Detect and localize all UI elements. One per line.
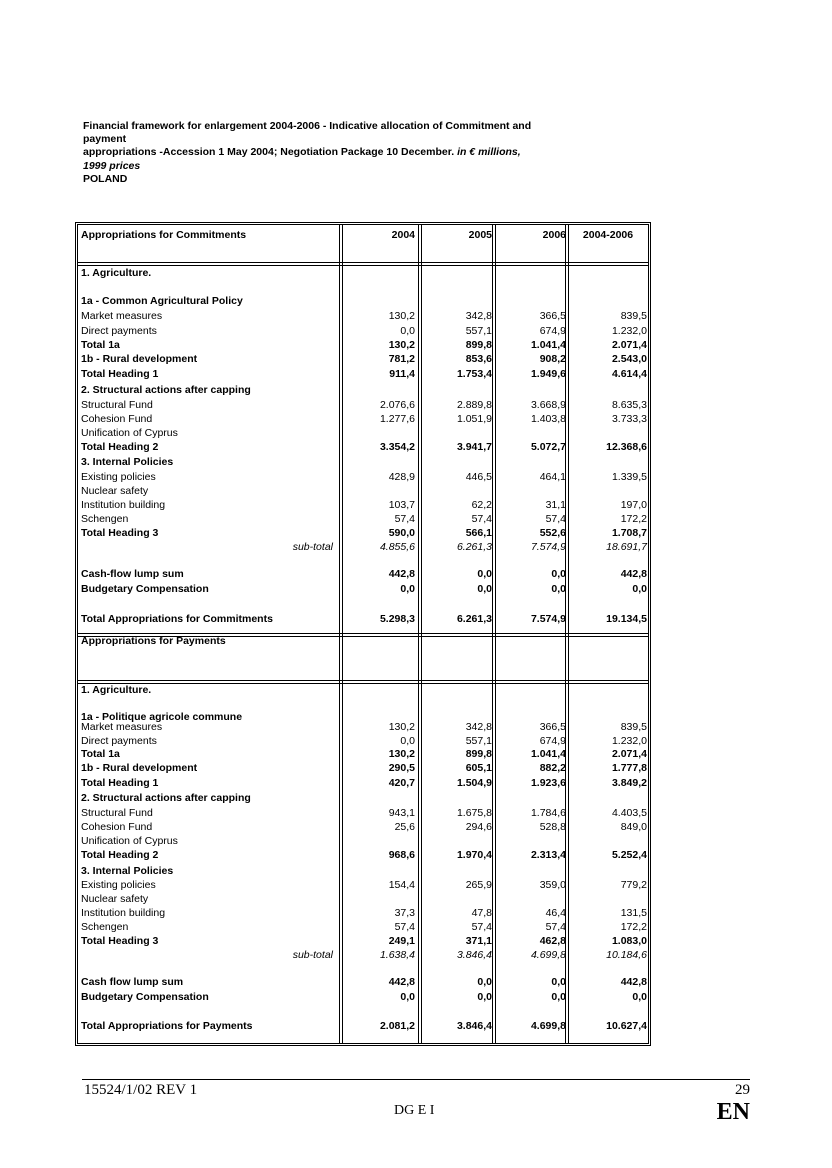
table-cell-value: 1.923,6 xyxy=(530,777,566,789)
table-cell-value: 3.941,7 xyxy=(456,441,492,453)
table-cell-value: 249,1 xyxy=(388,935,415,947)
table-cell-value: 0,0 xyxy=(400,583,415,595)
row-label: Total Heading 2 xyxy=(81,441,159,453)
table-cell-value: 10.184,6 xyxy=(606,949,647,961)
row-label: Nuclear safety xyxy=(81,485,149,497)
table-cell-value: 1.339,5 xyxy=(611,471,647,483)
table-cell-value: 2.076,6 xyxy=(379,399,415,411)
table-cell-value: 46,4 xyxy=(545,907,566,919)
table-cell-value: 420,7 xyxy=(388,777,415,789)
table-cell-value: 342,8 xyxy=(465,721,492,733)
table-cell-value: 899,8 xyxy=(465,339,492,351)
column-header: 2004-2006 xyxy=(582,229,634,241)
table-cell-value: 674,9 xyxy=(539,735,566,747)
table-cell-value: 442,8 xyxy=(620,976,647,988)
row-label: Total Heading 1 xyxy=(81,777,159,789)
table-cell-value: 0,0 xyxy=(551,991,566,1003)
row-label: Direct payments xyxy=(81,325,157,337)
table-cell-value: 911,4 xyxy=(389,368,415,380)
language-code: EN xyxy=(716,1099,750,1125)
row-divider xyxy=(78,680,648,684)
column-header: 2006 xyxy=(542,229,566,241)
row-label: sub-total xyxy=(292,949,333,961)
row-label: Total 1a xyxy=(81,748,120,760)
row-label: 3. Internal Policies xyxy=(81,456,174,468)
table-cell-value: 442,8 xyxy=(620,568,647,580)
title-line-1: Financial framework for enlargement 2004-2006 - Indicative allocation of Commitment and xyxy=(83,120,532,132)
financial-table xyxy=(75,222,651,1046)
table-cell-value: 8.635,3 xyxy=(611,399,647,411)
table-cell-value: 968,6 xyxy=(388,849,415,861)
table-cell-value: 130,2 xyxy=(388,721,415,733)
table-cell-value: 3.354,2 xyxy=(379,441,415,453)
table-cell-value: 57,4 xyxy=(394,513,415,525)
table-cell-value: 557,1 xyxy=(465,325,492,337)
table-cell-value: 290,5 xyxy=(388,762,415,774)
document-reference: 15524/1/02 REV 1 xyxy=(84,1082,198,1098)
row-label: 1. Agriculture. xyxy=(81,267,152,279)
table-cell-value: 62,2 xyxy=(471,499,492,511)
table-cell-value: 2.313,4 xyxy=(530,849,566,861)
table-cell-value: 1.232,0 xyxy=(611,325,647,337)
section-header: Appropriations for Commitments xyxy=(81,229,247,241)
row-label: Market measures xyxy=(81,721,163,733)
row-label: Cash-flow lump sum xyxy=(81,568,184,580)
table-cell-value: 442,8 xyxy=(388,976,415,988)
table-cell-value: 2.071,4 xyxy=(611,748,647,760)
table-cell-value: 1.675,8 xyxy=(456,807,492,819)
table-cell-value: 57,4 xyxy=(545,921,566,933)
table-cell-value: 130,2 xyxy=(388,310,415,322)
table-cell-value: 19.134,5 xyxy=(606,613,647,625)
table-cell-value: 1.504,9 xyxy=(456,777,492,789)
table-cell-value: 130,2 xyxy=(388,339,415,351)
row-label: 2. Structural actions after capping xyxy=(81,792,251,804)
row-label: Market measures xyxy=(81,310,163,322)
table-cell-value: 853,6 xyxy=(465,353,492,365)
table-cell-value: 265,9 xyxy=(465,879,492,891)
table-cell-value: 428,9 xyxy=(388,471,415,483)
table-cell-value: 366,5 xyxy=(539,721,566,733)
table-cell-value: 1.777,8 xyxy=(611,762,647,774)
table-cell-value: 0,0 xyxy=(400,325,415,337)
row-label: Schengen xyxy=(81,513,129,525)
table-cell-value: 1.041,4 xyxy=(530,339,566,351)
table-cell-value: 882,2 xyxy=(539,762,566,774)
row-label: Budgetary Compensation xyxy=(81,583,209,595)
table-cell-value: 943,1 xyxy=(388,807,415,819)
row-label: 1a - Common Agricultural Policy xyxy=(81,295,243,307)
table-cell-value: 131,5 xyxy=(620,907,647,919)
row-label: Total Heading 1 xyxy=(81,368,159,380)
table-cell-value: 0,0 xyxy=(400,735,415,747)
document-title xyxy=(83,120,583,186)
column-header: 2004 xyxy=(391,229,415,241)
table-cell-value: 4.614,4 xyxy=(611,368,647,380)
table-cell-value: 528,8 xyxy=(539,821,566,833)
row-label: Total 1a xyxy=(81,339,120,351)
row-label: Institution building xyxy=(81,499,166,511)
table-cell-value: 5.298,3 xyxy=(379,613,415,625)
row-label: Total Appropriations for Payments xyxy=(81,1020,253,1032)
table-cell-value: 899,8 xyxy=(465,748,492,760)
row-label: 3. Internal Policies xyxy=(81,865,174,877)
row-label: 2. Structural actions after capping xyxy=(81,384,251,396)
footer-divider xyxy=(82,1079,750,1080)
row-label: 1b - Rural development xyxy=(81,762,198,774)
table-cell-value: 37,3 xyxy=(394,907,415,919)
row-label: 1b - Rural development xyxy=(81,353,198,365)
table-cell-value: 3.668,9 xyxy=(530,399,566,411)
table-cell-value: 57,4 xyxy=(394,921,415,933)
table-cell-value: 18.691,7 xyxy=(606,541,647,553)
row-label: Cohesion Fund xyxy=(81,821,153,833)
table-cell-value: 590,0 xyxy=(388,527,415,539)
column-header: 2005 xyxy=(468,229,492,241)
table-cell-value: 57,4 xyxy=(471,513,492,525)
table-cell-value: 6.261,3 xyxy=(456,541,492,553)
row-divider xyxy=(78,262,648,266)
row-label: 1. Agriculture. xyxy=(81,684,152,696)
row-label: Cohesion Fund xyxy=(81,413,153,425)
row-label: Total Heading 3 xyxy=(81,935,159,947)
table-cell-value: 10.627,4 xyxy=(606,1020,647,1032)
table-cell-value: 1.970,4 xyxy=(456,849,492,861)
page-number: 29 xyxy=(735,1082,750,1098)
table-cell-value: 4.403,5 xyxy=(611,807,647,819)
table-cell-value: 2.889,8 xyxy=(456,399,492,411)
table-cell-value: 781,2 xyxy=(388,353,415,365)
row-label: Direct payments xyxy=(81,735,157,747)
table-cell-value: 130,2 xyxy=(388,748,415,760)
row-label: Budgetary Compensation xyxy=(81,991,209,1003)
section-header: Appropriations for Payments xyxy=(81,635,226,647)
table-cell-value: 0,0 xyxy=(551,568,566,580)
row-label: Total Heading 2 xyxy=(81,849,159,861)
table-cell-value: 1.083,0 xyxy=(611,935,647,947)
table-cell-value: 442,8 xyxy=(388,568,415,580)
table-cell-value: 1.041,4 xyxy=(530,748,566,760)
title-line-3 xyxy=(83,146,583,159)
table-cell-value: 103,7 xyxy=(388,499,415,511)
row-label: Nuclear safety xyxy=(81,893,149,905)
table-cell-value: 0,0 xyxy=(400,991,415,1003)
table-cell-value: 359,0 xyxy=(539,879,566,891)
table-cell-value: 1.638,4 xyxy=(379,949,415,961)
table-cell-value: 552,6 xyxy=(539,527,566,539)
title-line-2: payment xyxy=(83,133,127,146)
table-cell-value: 0,0 xyxy=(477,976,492,988)
table-cell-value: 197,0 xyxy=(620,499,647,511)
table-cell-value: 1.403,8 xyxy=(530,413,566,425)
table-cell-value: 294,6 xyxy=(465,821,492,833)
row-label: Cash flow lump sum xyxy=(81,976,184,988)
table-cell-value: 464,1 xyxy=(539,471,566,483)
table-cell-value: 6.261,3 xyxy=(456,613,492,625)
table-cell-value: 7.574,9 xyxy=(530,541,566,553)
table-cell-value: 57,4 xyxy=(471,921,492,933)
table-cell-value: 566,1 xyxy=(465,527,492,539)
table-cell-value: 1.232,0 xyxy=(611,735,647,747)
table-cell-value: 3.733,3 xyxy=(611,413,647,425)
table-cell-value: 154,4 xyxy=(388,879,415,891)
table-cell-value: 1.753,4 xyxy=(456,368,492,380)
row-label: sub-total xyxy=(292,541,333,553)
row-label: Total Heading 3 xyxy=(81,527,159,539)
table-cell-value: 31,1 xyxy=(545,499,566,511)
row-label: Institution building xyxy=(81,907,166,919)
table-cell-value: 0,0 xyxy=(551,976,566,988)
table-cell-value: 0,0 xyxy=(632,583,647,595)
table-cell-value: 7.574,9 xyxy=(530,613,566,625)
title-price-base: 1999 prices xyxy=(83,159,141,172)
table-cell-value: 2.071,4 xyxy=(611,339,647,351)
row-label: Unification of Cyprus xyxy=(81,835,178,847)
table-cell-value: 1.708,7 xyxy=(611,527,647,539)
table-cell-value: 3.849,2 xyxy=(611,777,647,789)
table-cell-value: 57,4 xyxy=(545,513,566,525)
table-cell-value: 3.846,4 xyxy=(456,949,492,961)
table-cell-value: 12.368,6 xyxy=(606,441,647,453)
table-cell-value: 839,5 xyxy=(620,721,647,733)
table-cell-value: 0,0 xyxy=(477,583,492,595)
table-cell-value: 5.072,7 xyxy=(530,441,566,453)
row-label: Existing policies xyxy=(81,471,156,483)
table-cell-value: 2.543,0 xyxy=(611,353,647,365)
table-cell-value: 172,2 xyxy=(620,513,647,525)
title-country: POLAND xyxy=(83,172,128,185)
table-cell-value: 342,8 xyxy=(465,310,492,322)
table-cell-value: 674,9 xyxy=(539,325,566,337)
table-cell-value: 172,2 xyxy=(620,921,647,933)
row-label: Existing policies xyxy=(81,879,156,891)
table-cell-value: 1.051,9 xyxy=(456,413,492,425)
table-cell-value: 3.846,4 xyxy=(456,1020,492,1032)
table-cell-value: 605,1 xyxy=(465,762,492,774)
row-label: Total Appropriations for Commitments xyxy=(81,613,273,625)
table-cell-value: 849,0 xyxy=(620,821,647,833)
title-unit: in € millions, xyxy=(457,146,521,159)
table-cell-value: 557,1 xyxy=(465,735,492,747)
table-cell-value: 47,8 xyxy=(471,907,492,919)
table-cell-value: 0,0 xyxy=(551,583,566,595)
row-label: 1a - Politique agricole commune xyxy=(81,711,243,723)
table-cell-value: 1.277,6 xyxy=(379,413,415,425)
table-cell-value: 0,0 xyxy=(477,991,492,1003)
directorate-label: DG E I xyxy=(394,1103,435,1118)
table-cell-value: 0,0 xyxy=(477,568,492,580)
table-cell-value: 462,8 xyxy=(539,935,566,947)
table-cell-value: 4.699,8 xyxy=(530,1020,566,1032)
table-cell-value: 1.784,6 xyxy=(530,807,566,819)
table-cell-value: 2.081,2 xyxy=(379,1020,415,1032)
table-cell-value: 4.699,8 xyxy=(530,949,566,961)
table-cell-value: 446,5 xyxy=(465,471,492,483)
table-cell-value: 779,2 xyxy=(620,879,647,891)
table-cell-value: 839,5 xyxy=(620,310,647,322)
title-line-3-text: appropriations -Accession 1 May 2004; Negotiation Package 10 December. xyxy=(83,146,455,159)
table-cell-value: 1.949,6 xyxy=(530,368,566,380)
table-cell-value: 371,1 xyxy=(465,935,492,947)
table-cell-value: 908,2 xyxy=(539,353,566,365)
table-cell-value: 4.855,6 xyxy=(379,541,415,553)
row-label: Structural Fund xyxy=(81,807,153,819)
row-label: Structural Fund xyxy=(81,399,153,411)
table-cell-value: 5.252,4 xyxy=(611,849,647,861)
table-cell-value: 25,6 xyxy=(394,821,415,833)
table-cell-value: 0,0 xyxy=(632,991,647,1003)
row-label: Unification of Cyprus xyxy=(81,427,178,439)
table-cell-value: 366,5 xyxy=(539,310,566,322)
row-label: Schengen xyxy=(81,921,129,933)
